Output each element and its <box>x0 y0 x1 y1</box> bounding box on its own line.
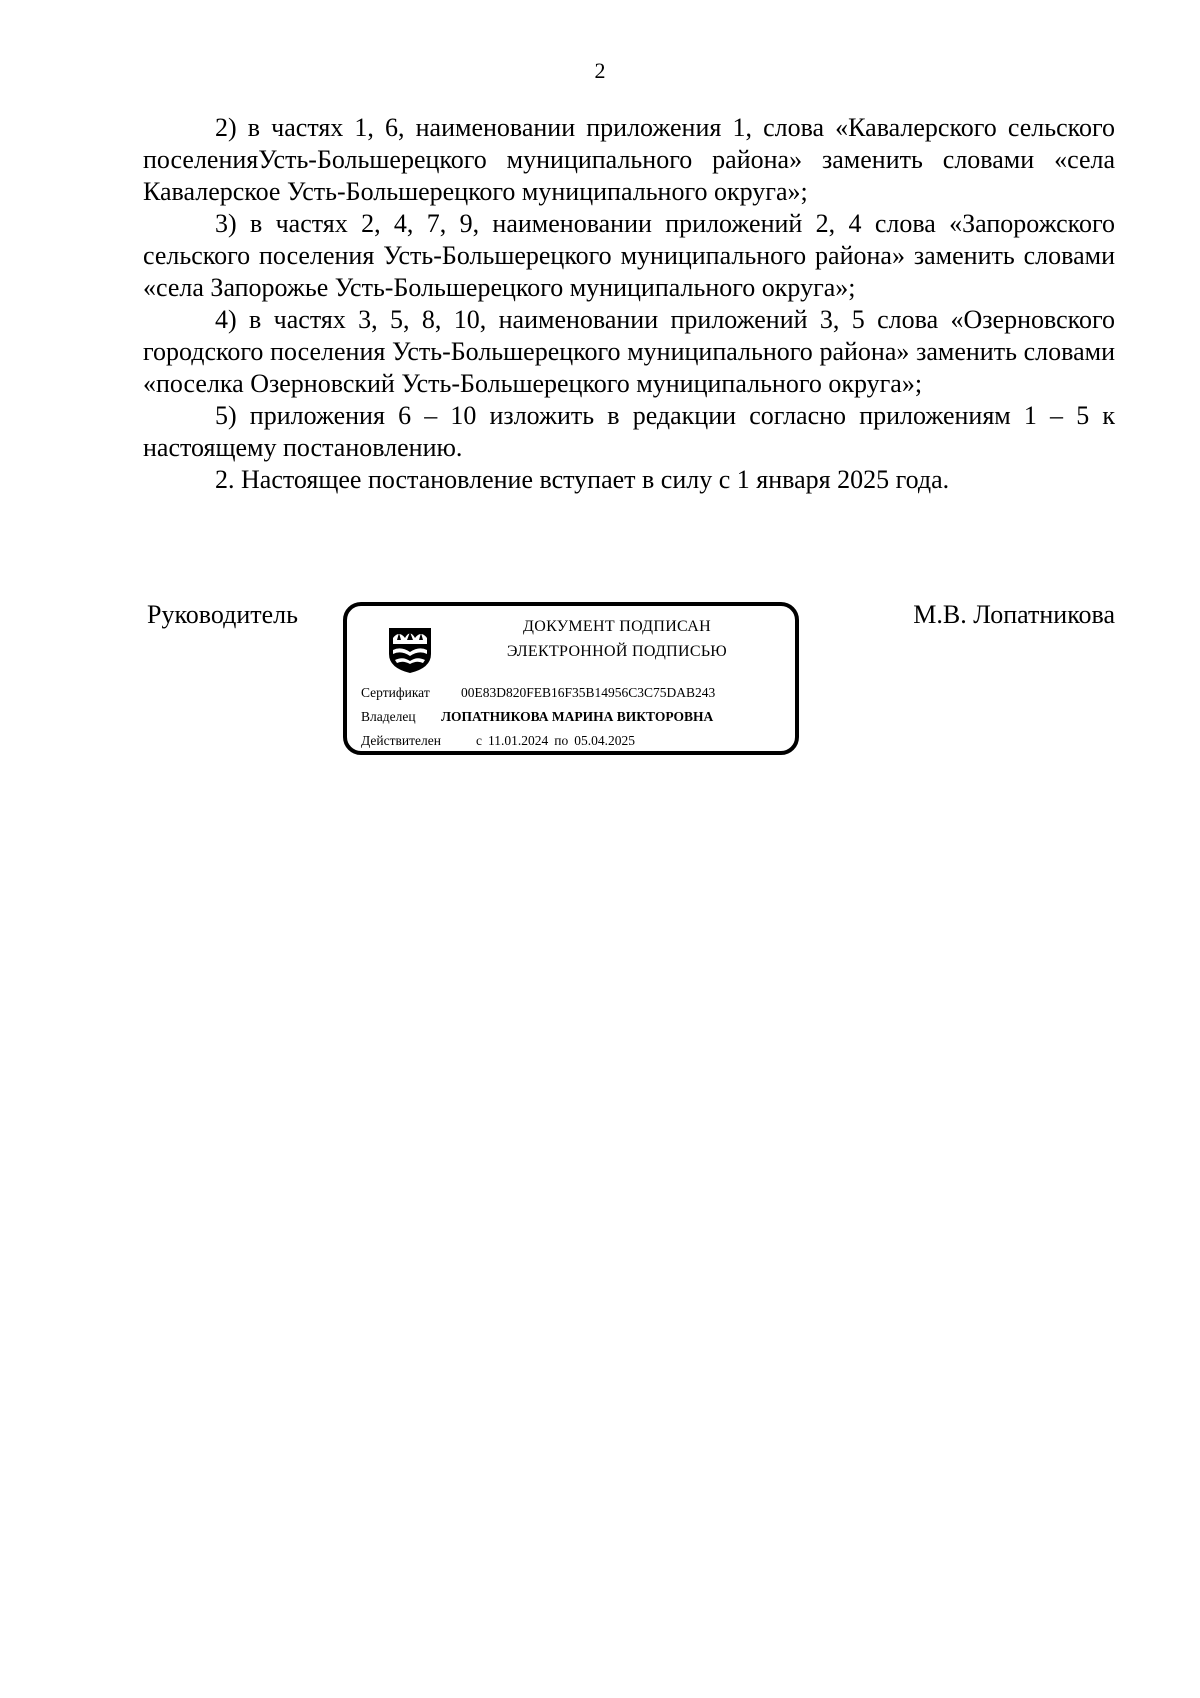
stamp-heading-line1: ДОКУМЕНТ ПОДПИСАН <box>523 618 711 635</box>
valid-label: Действителен <box>361 733 441 748</box>
signer-name: М.В. Лопатникова <box>913 600 1115 629</box>
valid-from-date: 11.01.2024 <box>488 733 549 748</box>
stamp-validity-row <box>361 733 635 749</box>
owner-value: ЛОПАТНИКОВА МАРИНА ВИКТОРОВНА <box>441 709 714 724</box>
valid-from-prefix: с <box>476 733 482 748</box>
stamp-heading-line2: ЭЛЕКТРОННОЙ ПОДПИСЬЮ <box>506 643 728 660</box>
electronic-signature-stamp <box>343 602 799 755</box>
valid-to-prefix: по <box>554 733 569 748</box>
paragraph-item-4: 4) в частях 3, 5, 8, 10, наименовании приложений 3, 5 слова «Озерновского городского поселения Усть-Большерецкого муниципального района» заменить словами «поселка Озерновский Усть-Большерецкого муниципального округа»; <box>143 305 1115 398</box>
stamp-owner-row <box>361 709 713 725</box>
signer-position: Руководитель <box>147 600 298 629</box>
signature-block <box>143 600 1115 760</box>
paragraph-effective-date: 2. Настоящее постановление вступает в силу с 1 января 2025 года. <box>215 465 950 494</box>
paragraph-item-5: 5) приложения 6 – 10 изложить в редакции согласно приложениям 1 – 5 к настоящему постановлению. <box>143 401 1115 462</box>
certificate-value: 00E83D820FEB16F35B14956C3C75DAB243 <box>461 685 716 700</box>
stamp-certificate-row <box>361 685 715 701</box>
document-body <box>143 112 1115 496</box>
page-number: 2 <box>594 58 606 83</box>
paragraph-item-3: 3) в частях 2, 4, 7, 9, наименовании приложений 2, 4 слова «Запорожского сельского поселения Усть-Большерецкого муниципального района» заменить словами «села Запорожье Усть-Большерецкого муниципального округа»; <box>143 209 1115 302</box>
certificate-label: Сертификат <box>361 685 430 700</box>
valid-to-date: 05.04.2025 <box>574 733 635 748</box>
coat-of-arms-icon <box>385 624 435 674</box>
owner-label: Владелец <box>361 709 416 724</box>
paragraph-item-2: 2) в частях 1, 6, наименовании приложения 1, слова «Кавалерского сельского поселенияУсть-Большерецкого муниципального района» заменить словами «села Кавалерское Усть-Большерецкого муниципального округа»; <box>143 113 1115 206</box>
